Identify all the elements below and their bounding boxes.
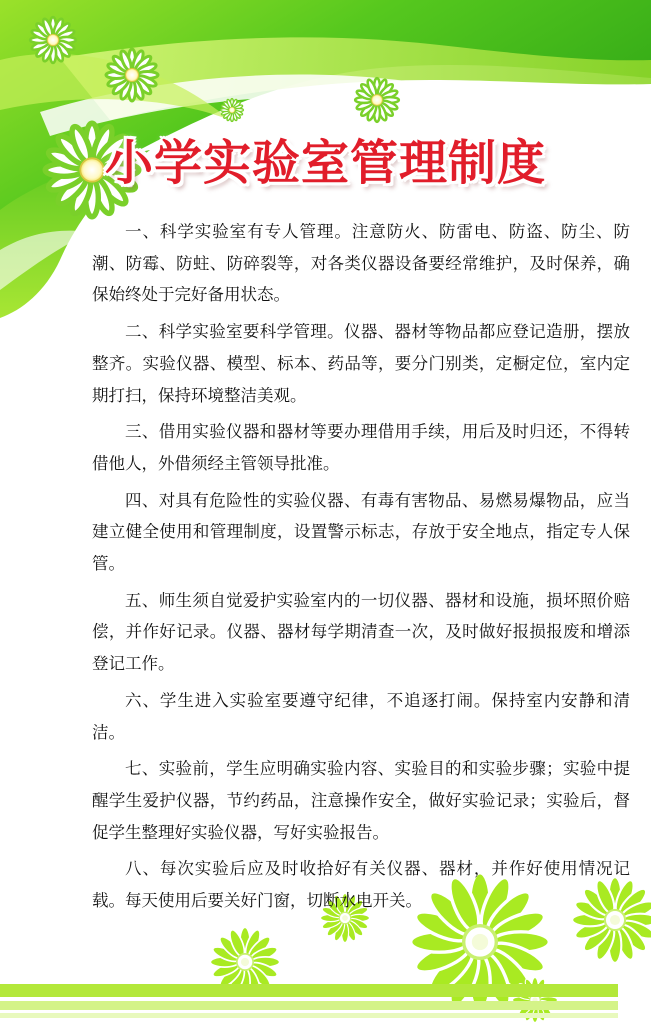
flower-icon bbox=[221, 99, 244, 122]
regulation-item-2: 二、科学实验室要科学管理。仪器、器材等物品都应登记造册，摆放整齐。实验仪器、模型、标本、药品等，要分门别类，定橱定位，室内定期打扫，保持环境整洁美观。 bbox=[92, 322, 630, 405]
bottom-stripe bbox=[0, 1013, 618, 1018]
regulation-item-3: 三、借用实验仪器和器材等要办理借用手续，用后及时归还，不得转借他人，外借须经主管领导批准。 bbox=[92, 422, 630, 473]
regulation-item-4: 四、对具有危险性的实验仪器、有毒有害物品、易燃易爆物品，应当建立健全使用和管理制度，设置警示标志，存放于安全地点，指定专人保管。 bbox=[92, 490, 630, 574]
regulation-item-1: 一、科学实验室有专人管理。注意防火、防雷电、防盗、防尘、防潮、防霉、防蛀、防碎裂等，对各类仪器设备要经常维护，及时保养，确保始终处于完好备用状态。 bbox=[92, 222, 630, 305]
bottom-stripe bbox=[0, 1001, 618, 1010]
regulation-item-5: 五、师生须自觉爱护实验室内的一切仪器、器材和设施，损坏照价赔偿，并作好记录。仪器、器材每学期清查一次，及时做好报损报废和增添登记工作。 bbox=[92, 590, 630, 674]
flower-icon bbox=[355, 78, 399, 122]
regulation-text bbox=[92, 216, 630, 917]
regulation-item-6: 六、学生进入实验室要遵守纪律，不追逐打闹。保持室内安静和清洁。 bbox=[92, 690, 630, 742]
page-title: 小学实验室管理制度 bbox=[104, 135, 546, 191]
bottom-stripe bbox=[0, 984, 618, 997]
flower-icon bbox=[106, 49, 158, 101]
regulation-item-8: 八、每次实验后应及时收拾好有关仪器、器材，并作好使用情况记载。每天使用后要关好门窗，切断水电开关。 bbox=[92, 859, 630, 911]
regulation-item-7: 七、实验前，学生应明确实验内容、实验目的和实验步骤；实验中提醒学生爱护仪器，节约药品，注意操作安全，做好实验记录；实验后，督促学生整理好实验仪器，写好实验报告。 bbox=[92, 759, 630, 842]
flower-icon bbox=[30, 17, 76, 63]
